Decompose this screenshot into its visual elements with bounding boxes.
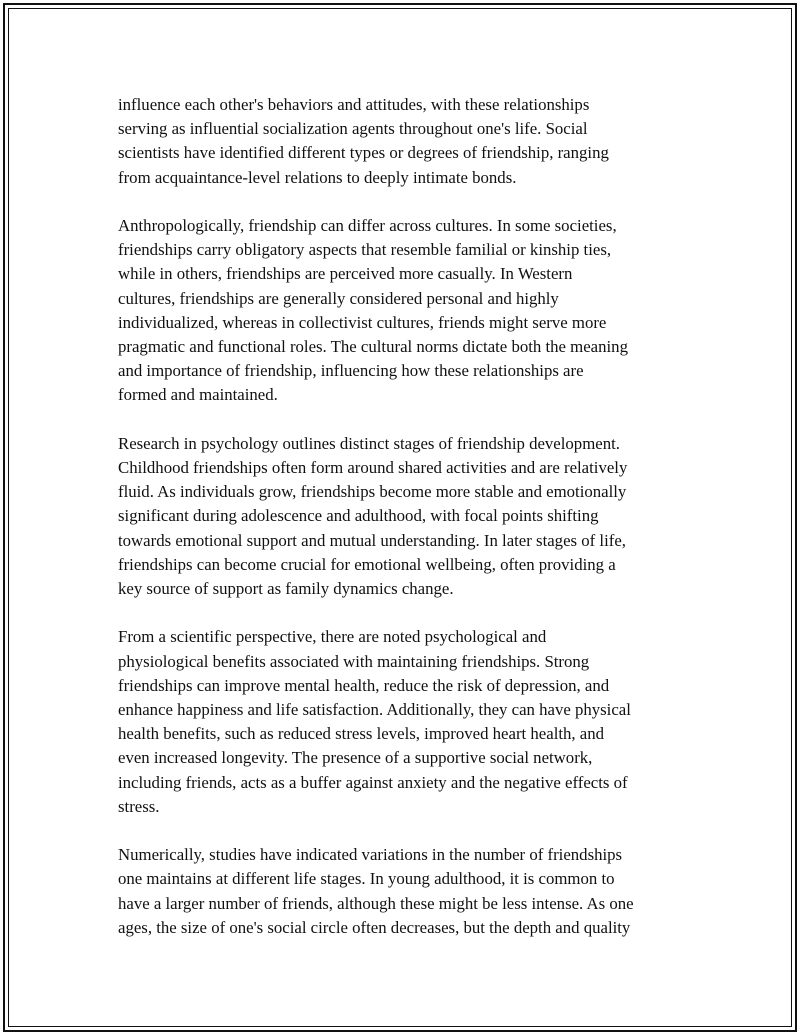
text-line: serving as influential socialization agents throughout one's life. Social xyxy=(118,119,588,139)
text-line: have a larger number of friends, although these might be less intense. As one xyxy=(118,893,634,913)
text-line: friendships can become crucial for emotional wellbeing, often providing a xyxy=(118,554,616,574)
text-line: key source of support as family dynamics change. xyxy=(118,579,454,599)
paragraph xyxy=(118,625,690,819)
text-line: fluid. As individuals grow, friendships become more stable and emotionally xyxy=(118,482,627,502)
text-line: individualized, whereas in collectivist cultures, friends might serve more xyxy=(118,312,607,332)
text-line: significant during adolescence and adulthood, with focal points shifting xyxy=(118,506,599,526)
text-line: influence each other's behaviors and attitudes, with these relationships xyxy=(118,95,590,114)
text-line: friendships can improve mental health, reduce the risk of depression, and xyxy=(118,675,610,695)
paragraph xyxy=(118,214,690,408)
text-line: health benefits, such as reduced stress levels, improved heart health, and xyxy=(118,724,605,744)
document-body xyxy=(118,93,690,940)
text-line: from acquaintance-level relations to deeply intimate bonds. xyxy=(118,167,517,187)
text-line: pragmatic and functional roles. The cultural norms dictate both the meaning xyxy=(118,337,628,357)
paragraph xyxy=(118,93,690,190)
text-line: towards emotional support and mutual understanding. In later stages of life, xyxy=(118,530,626,550)
text-line: From a scientific perspective, there are noted psychological and xyxy=(118,627,547,647)
text-line: cultures, friendships are generally considered personal and highly xyxy=(118,288,559,308)
text-line: Numerically, studies have indicated variations in the number of friendships xyxy=(118,845,623,865)
text-line: ages, the size of one's social circle often decreases, but the depth and quality xyxy=(118,917,631,937)
text-line: friendships carry obligatory aspects that resemble familial or kinship ties, xyxy=(118,240,612,260)
text-line: scientists have identified different types or degrees of friendship, ranging xyxy=(118,143,609,163)
text-line: and importance of friendship, influencing how these relationships are xyxy=(118,361,584,381)
text-line: enhance happiness and life satisfaction. Additionally, they can have physical xyxy=(118,700,631,720)
paragraph xyxy=(118,843,690,940)
text-line: formed and maintained. xyxy=(118,385,278,405)
text-line: even increased longevity. The presence of a supportive social network, xyxy=(118,748,593,768)
text-line: while in others, friendships are perceived more casually. In Western xyxy=(118,264,573,284)
text-line: Anthropologically, friendship can differ across cultures. In some societies, xyxy=(118,216,617,235)
text-line: physiological benefits associated with maintaining friendships. Strong xyxy=(118,651,590,671)
text-line: Research in psychology outlines distinct stages of friendship development. xyxy=(118,433,620,453)
text-line: stress. xyxy=(118,796,160,816)
text-line: including friends, acts as a buffer against anxiety and the negative effects of xyxy=(118,772,628,792)
text-line: Childhood friendships often form around shared activities and are relatively xyxy=(118,458,628,478)
paragraph xyxy=(118,432,690,601)
text-line: one maintains at different life stages. In young adulthood, it is common to xyxy=(118,869,615,889)
